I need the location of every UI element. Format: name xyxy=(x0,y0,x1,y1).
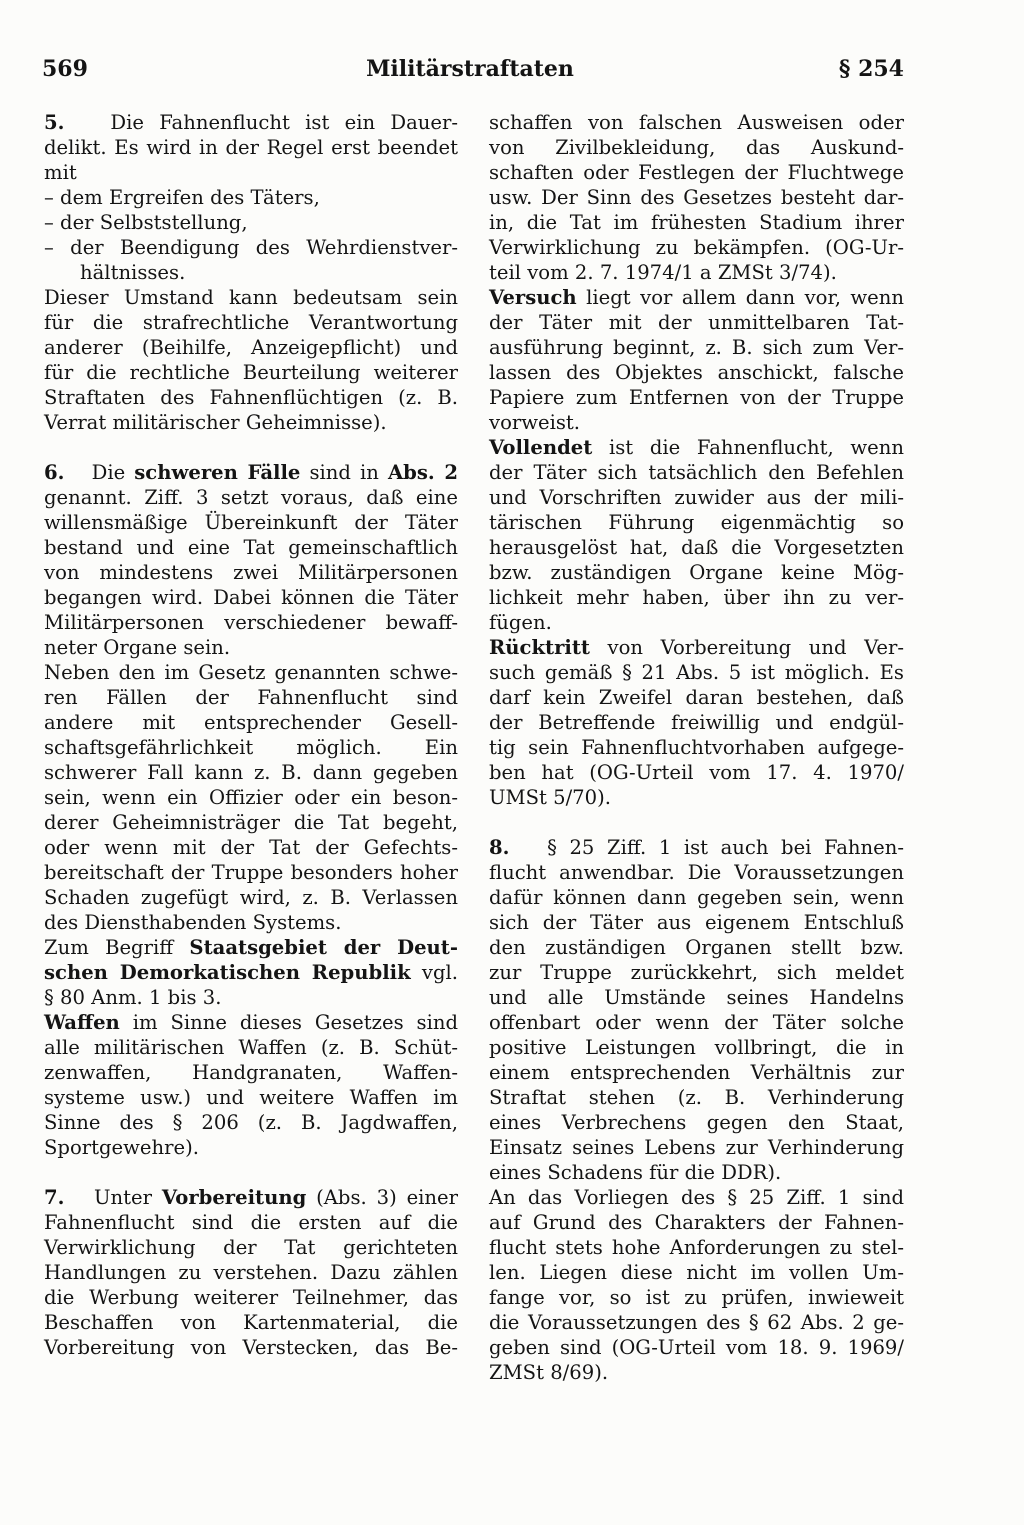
paragraph-7: 7. Unter Vorbereitung (Abs. 3) einer Fahnenflucht sind die ersten auf die Verwirklichung der Tat gerichteten Handlungen zu verstehen. Dazu zählen die Werbung weiterer Teilnehmer, das Beschaffen von Kartenmaterial, die Vorbereitung von Verstecken, das Be- xyxy=(44,1186,459,1359)
paragraph-number: 7. xyxy=(44,1186,65,1209)
paragraph-number: 6. xyxy=(44,461,65,484)
section-reference: § 254 xyxy=(838,56,904,82)
list-item: – dem Ergreifen des Täters, xyxy=(44,186,320,209)
paragraph-7-continued: schaffen von falschen Ausweisen oder von Zivilbekleidung, das Auskund- schaften oder Festlegen der Fluchtwege usw. Der Sinn des Gesetzes besteht dar- in, die Tat im frühesten Stadium ihrer Verwirklichung zu bekämpfen. (OG-Ur- teil vom 2. 7. 1974/1 a ZMSt 3/74). Versuch liegt vor allem dann vor, wenn der Täter mit der unmittelbaren Tat- ausführung beginnt, z. B. sich zum Ver- lassen des Objektes anschickt, falsche Papiere zum Entfernen von der Truppe vorweist. Vollendet ist die Fahnenflucht, wenn der Täter sich tatsächlich den Befehlen und Vorschriften zuwider aus der mili- tärischen Führung eigenmächtig so herausgelöst hat, daß die Vorgesetzten bzw. zuständigen Organe keine Mög- lichkeit mehr haben, über ihn zu ver- fügen. Rücktritt von Vorbereitung und Ver- such gemäß § 21 Abs. 5 ist möglich. Es darf kein Zweifel daran bestehen, daß der Betreffende freiwillig und endgül- tig sein Fahnenfluchtvorhaben aufgege- ben hat (OG-Urteil vom 17. 4. 1970/ UMSt 5/70). xyxy=(489,111,904,809)
paragraph-8: 8. § 25 Ziff. 1 ist auch bei Fahnen- flucht anwendbar. Die Voraussetzungen dafür können dann gegeben sein, wenn sich der Täter aus eigenem Entschluß den zuständigen Organen stellt bzw. zur Truppe zurückkehrt, sich meldet und alle Umstände seines Handelns offenbart oder wenn der Täter solche positive Leistungen vollbringt, die in einem entsprechenden Verhältnis zur Straftat stehen (z. B. Verhinderung eines Verbrechens gegen den Staat, Einsatz seines Lebens zur Verhinderung eines Schadens für die DDR). An das Vorliegen des § 25 Ziff. 1 sind auf Grund des Charakters der Fahnen- flucht stets hohe Anforderungen zu stel- len. Liegen diese nicht im vollen Um- fange vor, so ist zu prüfen, inwieweit die Voraussetzungen des § 62 Abs. 2 ge- geben sind (OG-Urteil vom 18. 9. 1969/ ZMSt 8/69). xyxy=(489,836,905,1384)
list-item: – der Beendigung des Wehrdienstver- xyxy=(44,236,458,259)
chapter-title: Militärstraftaten xyxy=(366,56,574,82)
paragraph-number: 5. xyxy=(44,111,65,134)
paragraph-number: 8. xyxy=(489,836,510,859)
paragraph-6: 6. Die schweren Fälle sind in Abs. 2 genannt. Ziff. 3 setzt voraus, daß eine willensmäßige Übereinkunft der Täter bestand und eine Tat gemeinschaftlich von mindestens zwei Militärpersonen begangen wird. Dabei können die Täter Militärpersonen verschiedener bewaff- neter Organe sein. Neben den im Gesetz genannten schwe- ren Fällen der Fahnenflucht sind andere mit entsprechender Gesell- schaftsgefährlichkeit möglich. Ein schwerer Fall kann z. B. dann gegeben sein, wenn ein Offizier oder ein beson- derer Geheimnisträger die Tat begeht, oder wenn mit der Tat der Gefechts- bereitschaft der Truppe besonders hoher Schaden zugefügt wird, z. B. Verlassen des Diensthabenden Systems. Zum Begriff Staatsgebiet der Deut- schen Demorkatischen Republik vgl. § 80 Anm. 1 bis 3. Waffen im Sinne dieses Gesetzes sind alle militärischen Waffen (z. B. Schüt- zenwaffen, Handgranaten, Waffen- systeme usw.) und weitere Waffen im Sinne des § 206 (z. B. Jagdwaffen, Sportgewehre). xyxy=(44,461,459,1159)
left-column xyxy=(44,110,458,1360)
paragraph-5: 5. Die Fahnenflucht ist ein Dauer- delikt. Es wird in der Regel erst beendet mit – dem Ergreifen des Täters, – der Selbststellung, – der Beendigung des Wehrdienstver- hältnisses. Dieser Umstand kann bedeutsam sein für die strafrechtliche Verantwortung anderer (Beihilfe, Anzeigepflicht) und für die rechtliche Beurteilung weiterer Straftaten des Fahnenflüchtigen (z. B. Verrat militärischer Geheimnisse). xyxy=(44,111,459,434)
right-column xyxy=(489,110,904,1385)
page-number: 569 xyxy=(42,56,88,82)
list-item: – der Selbststellung, xyxy=(44,211,248,234)
running-header xyxy=(36,56,904,90)
